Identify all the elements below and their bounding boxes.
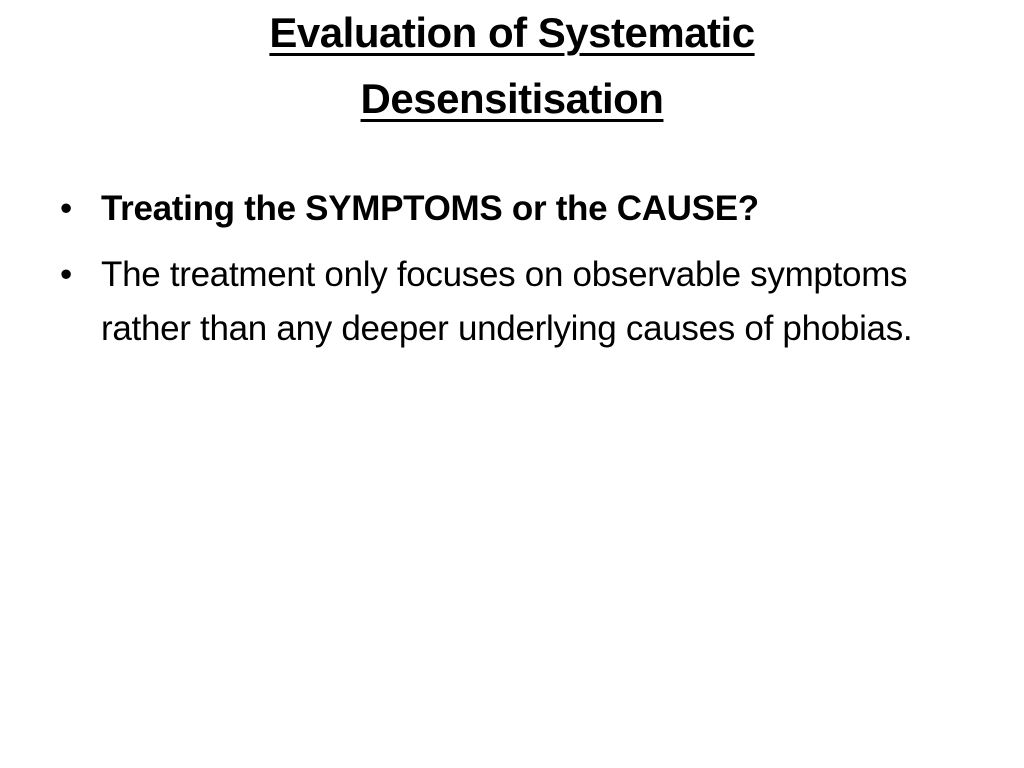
bullet-list [58, 186, 958, 368]
bullet-text-explanation: The treatment only focuses on observable symptoms rather than any deeper underlying causes of phobias. [101, 255, 913, 348]
bullet-icon: • [60, 189, 72, 228]
slide-title-line-1: Evaluation of Systematic [269, 9, 755, 56]
bullet-item-explanation [58, 248, 958, 356]
slide-title-line-2: Desensitisation [360, 75, 664, 122]
slide-title [80, 0, 944, 132]
bullet-icon: • [60, 255, 72, 294]
bullet-item-question [58, 182, 958, 236]
bullet-text-question: Treating the SYMPTOMS or the CAUSE? [101, 189, 759, 228]
